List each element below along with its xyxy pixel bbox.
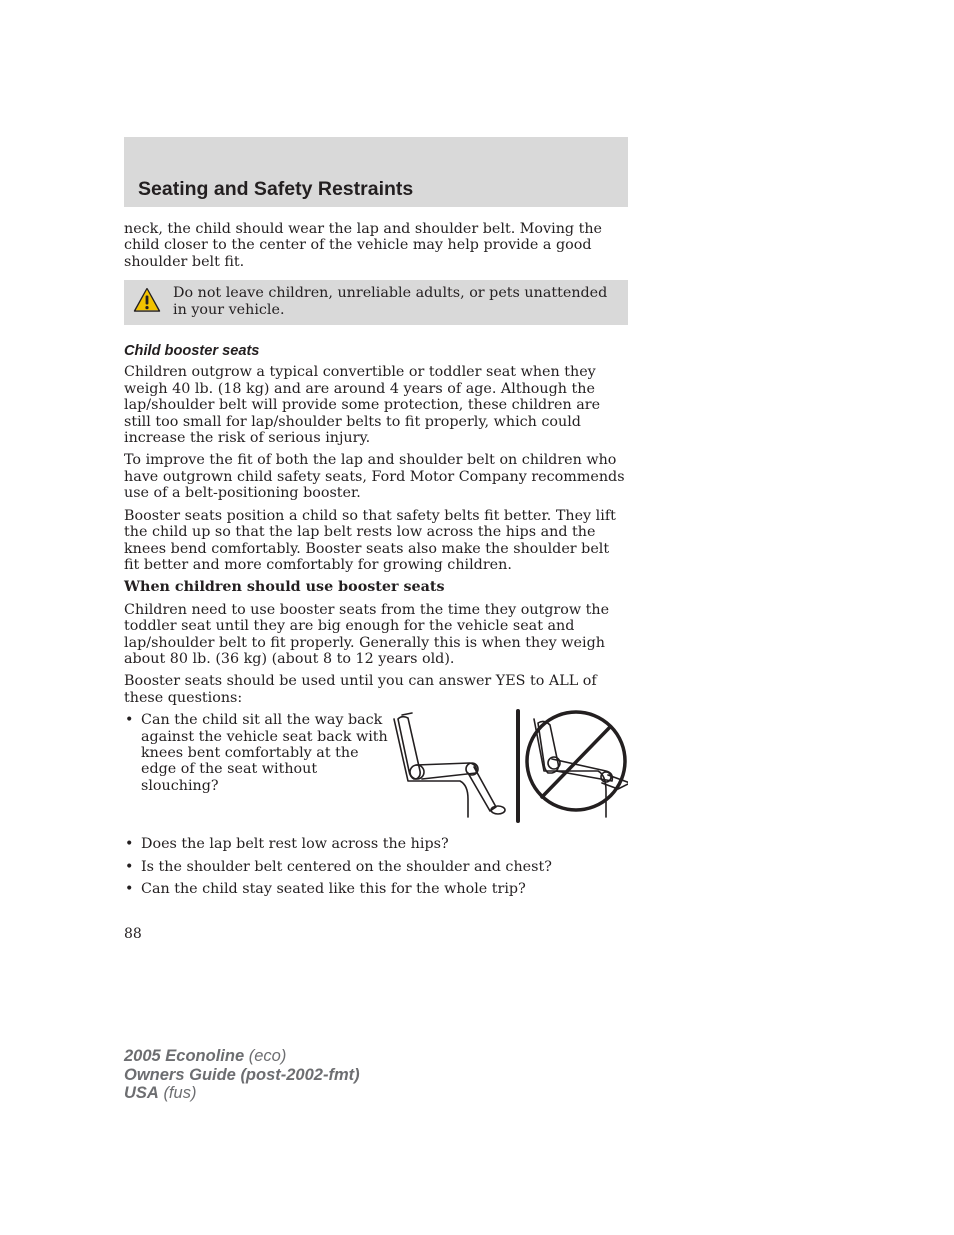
footer-line-1 xyxy=(124,1047,360,1066)
intro-paragraph: neck, the child should wear the lap and shoulder belt. Moving the child closer to the center of the vehicle may help provide a good shoulder belt fit. xyxy=(124,221,603,270)
footer-market: USA xyxy=(124,1084,159,1102)
subsection-paragraph: Booster seats should be used until you can answer YES to ALL of these questions: xyxy=(124,673,597,706)
footer-guide: Owners Guide (post-2002-fmt) xyxy=(124,1065,360,1084)
footer-model: 2005 Econoline xyxy=(124,1047,245,1065)
question-list xyxy=(124,836,628,897)
section-heading: Child booster seats xyxy=(124,343,260,360)
section-title: Seating and Safety Restraints xyxy=(138,178,414,200)
section-header-band xyxy=(124,137,628,207)
section-paragraph: Booster seats position a child so that safety belts fit better. They lift the child up so that the lap belt rests low across the hips and the knees bend comfortably. Booster seats also make the shoulder belt fit better and more comfortably for growing children. xyxy=(124,507,616,573)
subsection-heading: When children should use booster seats xyxy=(124,579,445,596)
list-item: • Can the child sit all the way back against the vehicle seat back with knees bent comfortably at the edge of the seat without slouching? xyxy=(124,712,395,794)
section-paragraph: To improve the fit of both the lap and shoulder belt on children who have outgrown child safety seats, Ford Motor Company recommends use of a belt-positioning booster. xyxy=(124,452,625,502)
page-content xyxy=(124,221,628,903)
document-footer xyxy=(124,1047,360,1103)
footer-line-3 xyxy=(124,1084,360,1103)
first-bullet-with-figure xyxy=(124,712,628,836)
list-item: • Is the shoulder belt centered on the shoulder and chest? xyxy=(124,859,628,875)
booster-seat-posture-illustration xyxy=(392,705,628,825)
section-paragraph: Children outgrow a typical convertible or toddler seat when they weigh 40 lb. (18 kg) and are around 4 years of age. Although the lap/shoulder belt will provide some protection, these children are still too small for lap/shoulder belts to fit properly, which could increase the risk of serious injury. xyxy=(124,364,601,447)
footer-model-code: (eco) xyxy=(248,1047,287,1065)
warning-box xyxy=(124,280,628,325)
footer-line-2 xyxy=(124,1066,360,1085)
page-number: 88 xyxy=(124,926,142,942)
warning-triangle-icon xyxy=(133,287,161,313)
list-item: • Does the lap belt rest low across the hips? xyxy=(124,836,628,852)
subsection-paragraph: Children need to use booster seats from the time they outgrow the toddler seat until they are big enough for the vehicle seat and lap/shoulder belt to fit properly. Generally this is when they weigh about 80 lb. (36 kg) (about 8 to 12 years old). xyxy=(124,601,610,667)
list-item: • Can the child stay seated like this for the whole trip? xyxy=(124,881,628,897)
footer-market-code: (fus) xyxy=(163,1084,197,1102)
warning-text: Do not leave children, unreliable adults, or pets unattended in your vehicle. xyxy=(173,285,608,318)
